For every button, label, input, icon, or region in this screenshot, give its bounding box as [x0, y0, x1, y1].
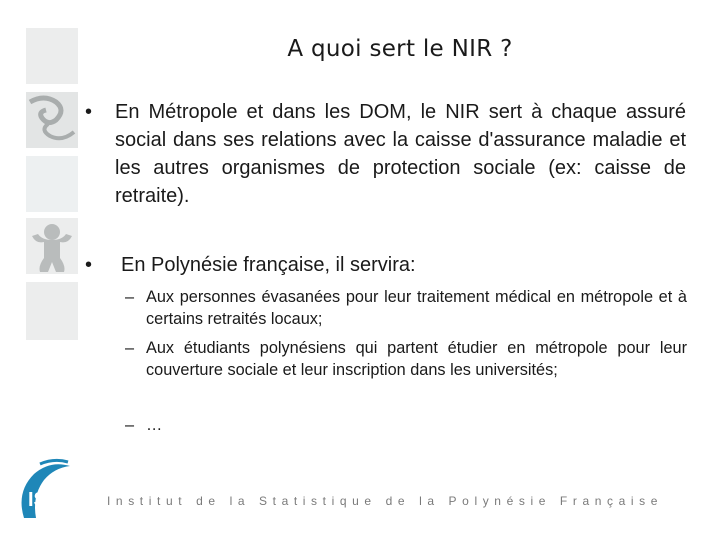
- decorative-panel-2: [26, 92, 78, 148]
- logo-text: ISPF: [28, 489, 73, 511]
- sub-item-2: [125, 337, 687, 381]
- sub-item-marker: –: [125, 339, 135, 357]
- sub-item-marker: –: [125, 416, 135, 434]
- sub-item-3: [125, 414, 687, 436]
- institute-name: Institut de la Statistique de la Polynésie Française: [107, 494, 664, 508]
- slide-title: A quoi sert le NIR ?: [287, 36, 513, 62]
- decorative-panel-3: [26, 156, 78, 212]
- bullet-text: En Polynésie française, il servira:: [121, 254, 416, 276]
- decorative-panel-1: [26, 28, 78, 84]
- bullet-item-1: [85, 98, 686, 210]
- bullet-marker: •: [85, 101, 93, 123]
- bullet-text: En Métropole et dans les DOM, le NIR sert à chaque assuré social dans ses relations avec la caisse d'assurance maladie et les autres organismes de protection sociale (ex: caisse de retraite).: [115, 101, 686, 207]
- ispf-logo: [14, 458, 86, 526]
- tiki-figure-icon: [26, 218, 78, 274]
- bullet-marker: •: [85, 254, 93, 276]
- sub-item-text: Aux personnes évasanées pour leur traitement médical en métropole et à certains retraités locaux;: [146, 288, 687, 328]
- sub-item-text: Aux étudiants polynésiens qui partent étudier en métropole pour leur couverture sociale et leur inscription dans les universités;: [146, 339, 687, 379]
- tribal-pattern-icon: [26, 92, 78, 148]
- decorative-panel-4: [26, 218, 78, 274]
- sub-item-text: …: [146, 416, 163, 434]
- bullet-item-2: [85, 251, 685, 279]
- decorative-panel-5: [26, 282, 78, 340]
- sub-item-1: [125, 286, 687, 330]
- sub-item-marker: –: [125, 288, 135, 306]
